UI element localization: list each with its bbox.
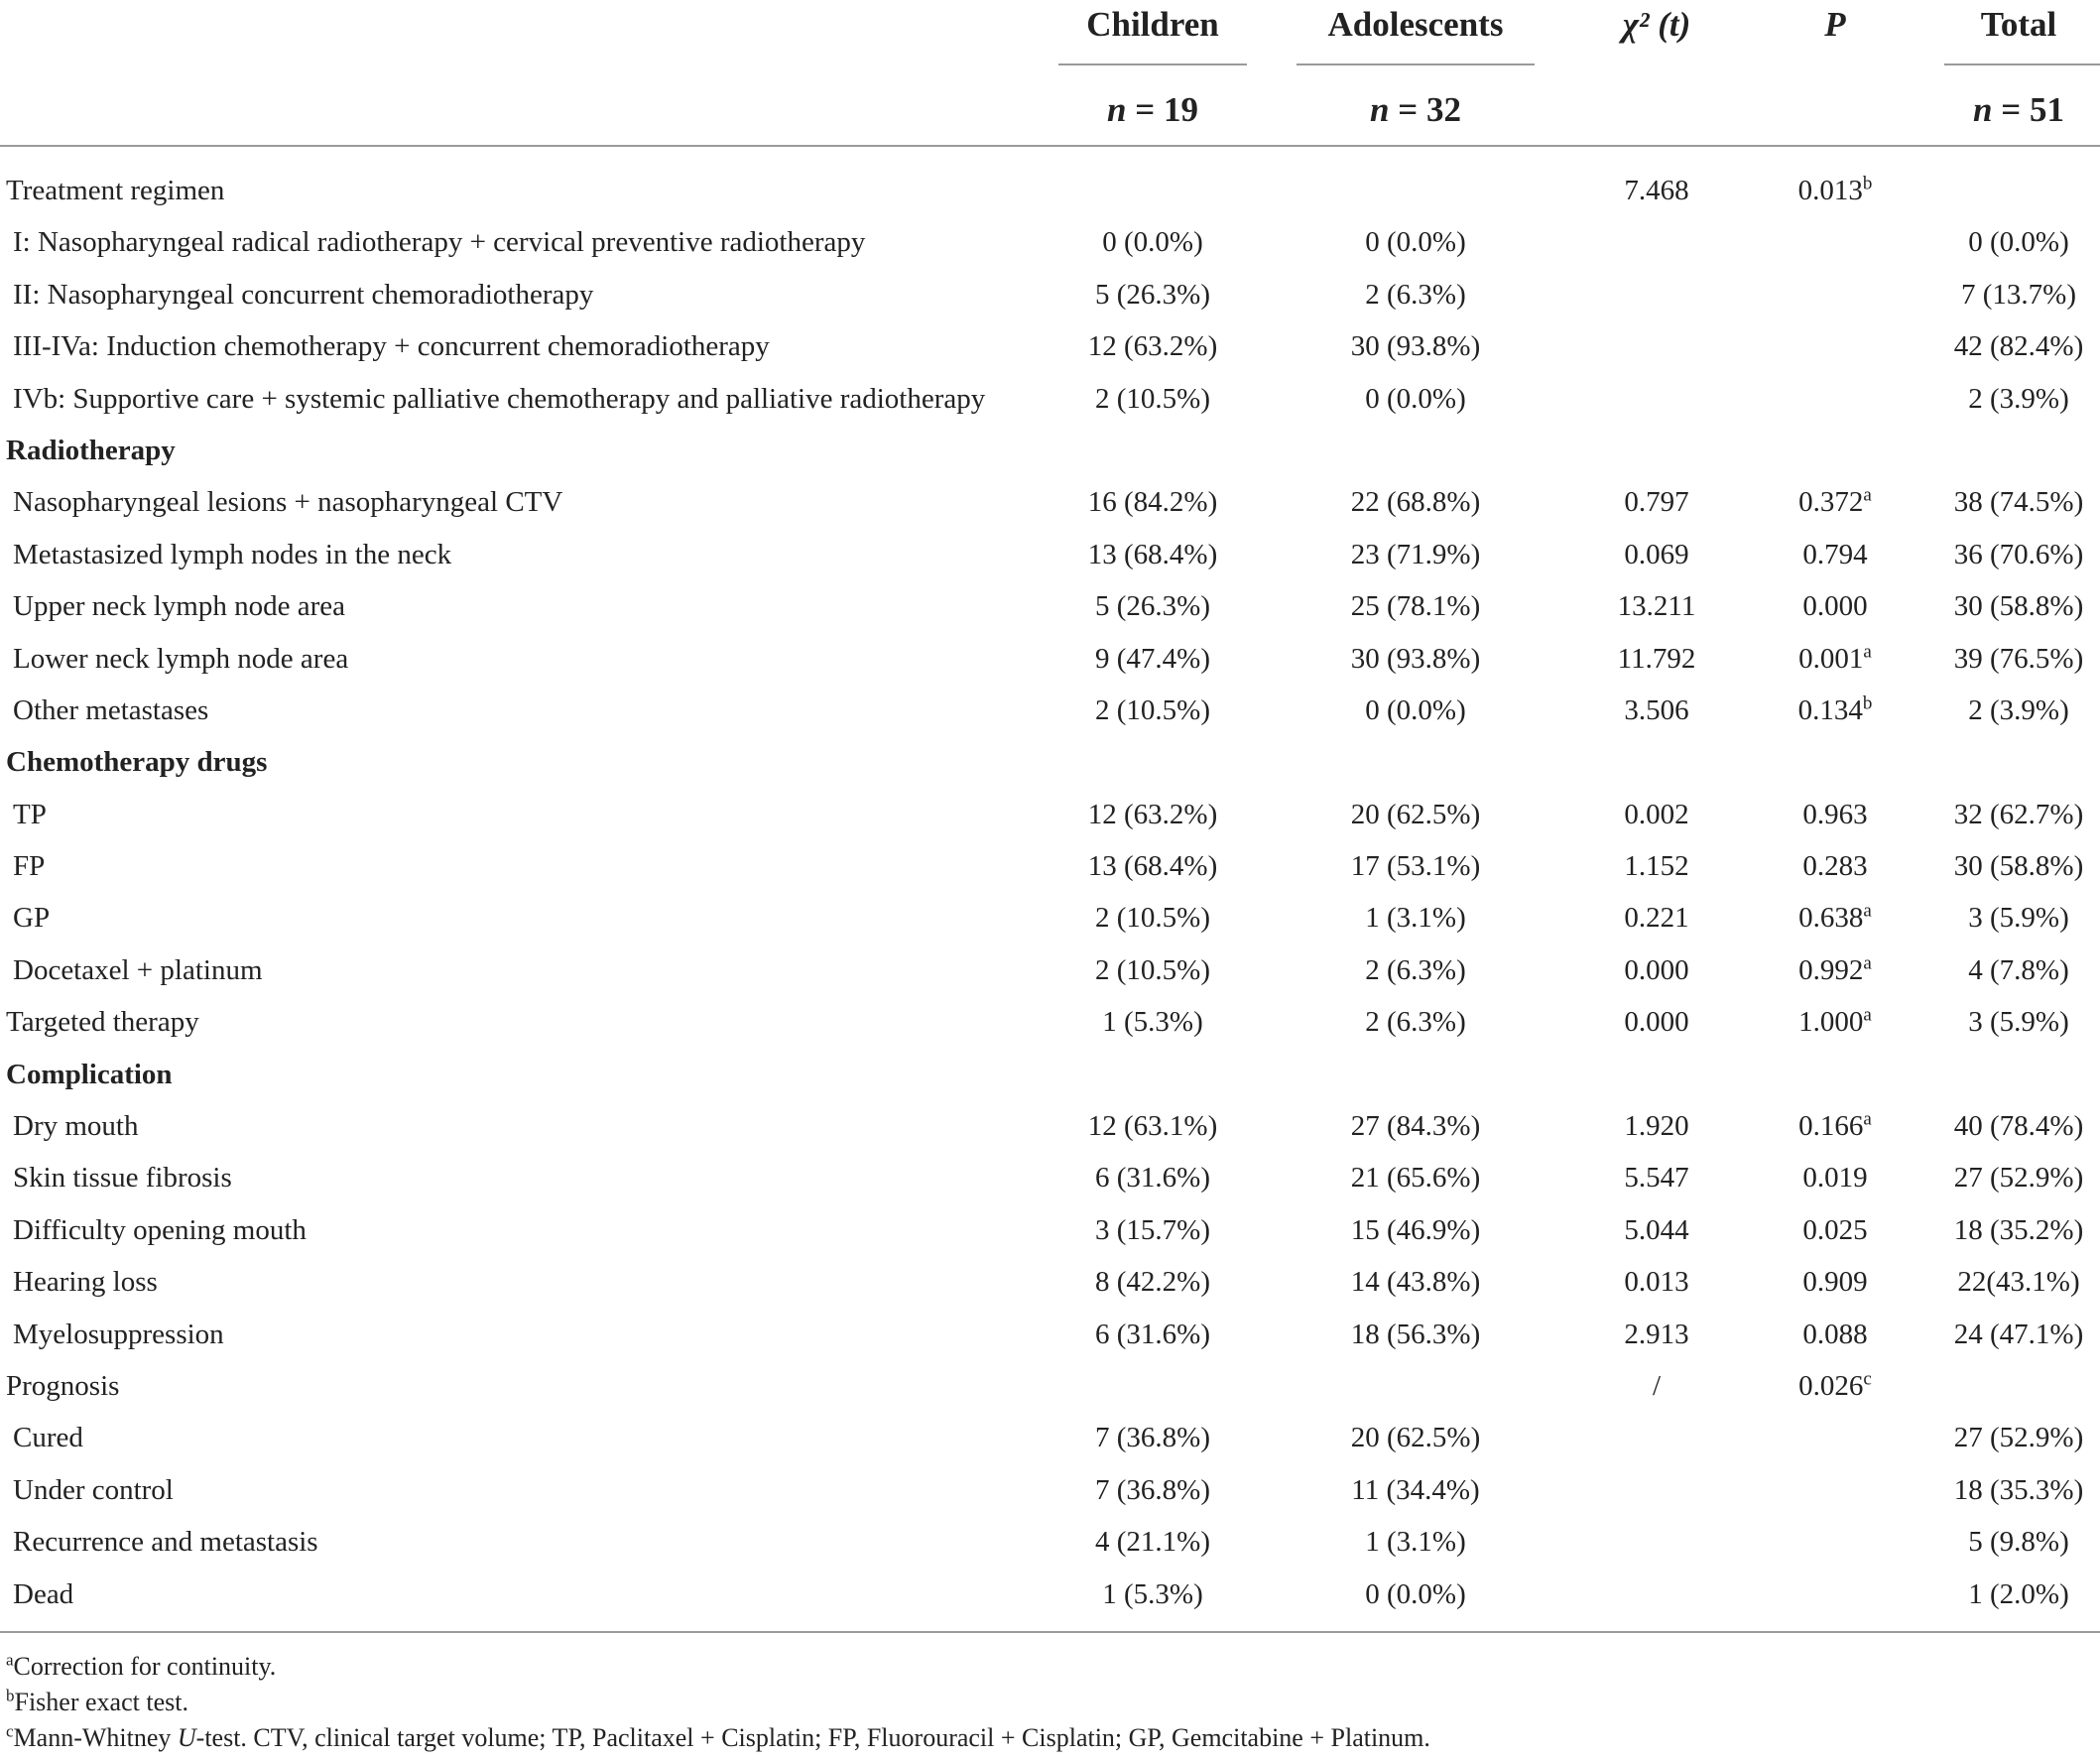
cell-children: 9 (47.4%) [1095, 642, 1210, 675]
cell-adolescents: 2 (6.3%) [1365, 1006, 1466, 1039]
table-bottom-rule [0, 1631, 2100, 1633]
table-row [0, 944, 2100, 996]
cell-children: 1 (5.3%) [1102, 1577, 1203, 1610]
cell-adolescents: 2 (6.3%) [1365, 278, 1466, 311]
footnote-marker: b [1862, 173, 1873, 194]
row-label: Chemotherapy drugs [6, 746, 268, 779]
table-row [0, 840, 2100, 892]
table-row [0, 425, 2100, 476]
cell-chi-square: 0.797 [1624, 486, 1689, 519]
cell-p-value: 0.909 [1802, 1266, 1868, 1299]
footnote-marker: a [1863, 900, 1872, 922]
cell-chi-square: 0.013 [1624, 1266, 1689, 1299]
table-row [0, 1100, 2100, 1152]
cell-total: 4 (7.8%) [1968, 953, 2069, 986]
row-label: Cured [13, 1422, 83, 1454]
table-row [0, 736, 2100, 788]
cell-adolescents: 23 (71.9%) [1350, 538, 1481, 570]
table-row [0, 685, 2100, 736]
cell-p-value: 0.283 [1802, 850, 1868, 883]
header-bottom-rule [0, 145, 2100, 147]
cell-p-value: 1.000$^a$ [1798, 1004, 1872, 1039]
cell-total: 36 (70.6%) [1953, 538, 2084, 570]
header-p-value: P [1824, 5, 1846, 44]
footnote-marker: a [1863, 640, 1872, 662]
cell-children: 2 (10.5%) [1095, 693, 1210, 726]
cell-total: 24 (47.1%) [1953, 1318, 2084, 1350]
table-row [0, 1256, 2100, 1308]
cell-total: 27 (52.9%) [1953, 1422, 2084, 1454]
cell-children: 2 (10.5%) [1095, 902, 1210, 935]
cell-adolescents: 1 (3.1%) [1365, 1526, 1466, 1559]
cell-children: 2 (10.5%) [1095, 382, 1210, 415]
cell-children: 13 (68.4%) [1087, 538, 1218, 570]
table-row [0, 1412, 2100, 1463]
cell-chi-square: 0.221 [1624, 902, 1689, 935]
cell-chi-square: / [1652, 1369, 1662, 1402]
cell-children: 8 (42.2%) [1095, 1266, 1210, 1299]
row-label: III-IVa: Induction chemotherapy + concurrent chemoradiotherapy [13, 330, 770, 363]
cell-adolescents: 11 (34.4%) [1351, 1473, 1480, 1506]
footnote-marker: c [1863, 1368, 1872, 1390]
cell-total: 18 (35.2%) [1953, 1213, 2084, 1246]
footnote-marker: a [1863, 1108, 1872, 1130]
cell-children: 12 (63.2%) [1087, 798, 1218, 830]
cell-p-value: 0.372$^a$ [1798, 484, 1872, 519]
cell-total: 39 (76.5%) [1953, 642, 2084, 675]
table-row [0, 165, 2100, 216]
header-rule-children [1058, 63, 1247, 65]
cell-children: 16 (84.2%) [1087, 486, 1218, 519]
table-row [0, 1569, 2100, 1620]
table-row [0, 1360, 2100, 1412]
cell-total: 0 (0.0%) [1968, 226, 2069, 259]
cell-p-value: 0.001$^a$ [1798, 640, 1872, 675]
row-label: Prognosis [6, 1369, 120, 1402]
cell-children: 0 (0.0%) [1102, 226, 1203, 259]
n-children: n = 19 [1107, 90, 1198, 129]
cell-total: 30 (58.8%) [1953, 850, 2084, 883]
row-label: Other metastases [13, 693, 209, 726]
row-label: Metastasized lymph nodes in the neck [13, 538, 452, 570]
footnote-marker: a [1863, 484, 1872, 506]
cell-chi-square: 1.920 [1624, 1110, 1689, 1143]
row-label: Complication [6, 1058, 173, 1090]
cell-adolescents: 30 (93.8%) [1350, 642, 1481, 675]
footnote-c: $^c$Mann-Whitney U-test. CTV, clinical target volume; TP, Paclitaxel + Cisplatin; FP, Fluorouracil + Cisplatin; GP, Gemcitabine + Platinum. [6, 1721, 1430, 1752]
row-label: Myelosuppression [13, 1318, 224, 1350]
header-rule-adolescents [1297, 63, 1535, 65]
cell-total: 22(43.1%) [1957, 1266, 2080, 1299]
footnote-a: $^a$Correction for continuity. [6, 1650, 277, 1681]
cell-adolescents: 15 (46.9%) [1350, 1213, 1481, 1246]
cell-p-value: 0.000 [1802, 590, 1868, 623]
row-label: Dry mouth [13, 1110, 139, 1143]
cell-total: 40 (78.4%) [1953, 1110, 2084, 1143]
cell-children: 5 (26.3%) [1095, 590, 1210, 623]
table-row [0, 1464, 2100, 1516]
cell-adolescents: 30 (93.8%) [1350, 330, 1481, 363]
footnote-marker: b [1862, 692, 1873, 714]
row-label: Hearing loss [13, 1266, 158, 1299]
table-row [0, 373, 2100, 425]
row-label: Skin tissue fibrosis [13, 1162, 232, 1194]
cell-chi-square: 3.506 [1624, 693, 1689, 726]
header-adolescents: Adolescents [1327, 5, 1504, 44]
table-row [0, 892, 2100, 943]
header-children: Children [1086, 5, 1219, 44]
cell-chi-square: 1.152 [1624, 850, 1689, 883]
cell-p-value: 0.963 [1802, 798, 1868, 830]
table-row [0, 269, 2100, 320]
cell-total: 42 (82.4%) [1953, 330, 2084, 363]
cell-chi-square: 2.913 [1624, 1318, 1689, 1350]
row-label: Targeted therapy [6, 1006, 199, 1039]
cell-p-value: 0.134$^b$ [1797, 692, 1873, 726]
cell-chi-square: 0.000 [1624, 953, 1689, 986]
cell-total: 2 (3.9%) [1968, 693, 2069, 726]
cell-p-value: 0.026$^c$ [1798, 1368, 1872, 1402]
cell-chi-square: 0.002 [1624, 798, 1689, 830]
cell-adolescents: 18 (56.3%) [1350, 1318, 1481, 1350]
cell-adolescents: 0 (0.0%) [1365, 382, 1466, 415]
header-chi-square: χ² (t) [1622, 5, 1691, 44]
cell-total: 3 (5.9%) [1968, 1006, 2069, 1039]
cell-chi-square: 0.069 [1624, 538, 1689, 570]
cell-children: 7 (36.8%) [1095, 1473, 1210, 1506]
cell-total: 2 (3.9%) [1968, 382, 2069, 415]
cell-p-value: 0.992$^a$ [1798, 952, 1872, 986]
row-label: Radiotherapy [6, 434, 176, 466]
cell-adolescents: 0 (0.0%) [1365, 1577, 1466, 1610]
cell-adolescents: 0 (0.0%) [1365, 693, 1466, 726]
cell-adolescents: 17 (53.1%) [1350, 850, 1481, 883]
row-label: Lower neck lymph node area [13, 642, 349, 675]
row-label: Dead [13, 1577, 74, 1610]
cell-adolescents: 2 (6.3%) [1365, 953, 1466, 986]
cell-total: 32 (62.7%) [1953, 798, 2084, 830]
table-row [0, 216, 2100, 268]
row-label: Difficulty opening mouth [13, 1213, 307, 1246]
cell-total: 38 (74.5%) [1953, 486, 2084, 519]
cell-total: 7 (13.7%) [1961, 278, 2076, 311]
cell-chi-square: 5.547 [1624, 1162, 1689, 1194]
table-row [0, 633, 2100, 685]
cell-total: 3 (5.9%) [1968, 902, 2069, 935]
cell-adolescents: 27 (84.3%) [1350, 1110, 1481, 1143]
cell-total: 18 (35.3%) [1953, 1473, 2084, 1506]
row-label: GP [13, 902, 51, 935]
row-label: TP [13, 798, 47, 830]
cell-children: 6 (31.6%) [1095, 1318, 1210, 1350]
cell-adolescents: 1 (3.1%) [1365, 902, 1466, 935]
cell-children: 5 (26.3%) [1095, 278, 1210, 311]
row-label: Treatment regimen [6, 175, 225, 206]
cell-p-value: 0.794 [1802, 538, 1868, 570]
cell-chi-square: 0.000 [1624, 1006, 1689, 1039]
cell-p-value: 0.013$^b$ [1797, 173, 1873, 206]
table-body [0, 165, 2100, 1620]
cell-total: 5 (9.8%) [1968, 1526, 2069, 1559]
footnote-marker: a [1863, 1004, 1872, 1026]
cell-p-value: 0.638$^a$ [1798, 900, 1872, 935]
cell-children: 4 (21.1%) [1095, 1526, 1210, 1559]
cell-p-value: 0.019 [1802, 1162, 1868, 1194]
cell-adolescents: 0 (0.0%) [1365, 226, 1466, 259]
cell-chi-square: 5.044 [1624, 1213, 1689, 1246]
table-row [0, 996, 2100, 1048]
cell-adolescents: 21 (65.6%) [1350, 1162, 1481, 1194]
table-row [0, 1204, 2100, 1256]
n-total: n = 51 [1973, 90, 2064, 129]
row-label: Upper neck lymph node area [13, 590, 345, 623]
footnote-b: $^b$Fisher exact test. [6, 1686, 188, 1716]
table-row [0, 789, 2100, 840]
table-row [0, 320, 2100, 372]
row-label: Nasopharyngeal lesions + nasopharyngeal CTV [13, 486, 563, 519]
cell-adolescents: 25 (78.1%) [1350, 590, 1481, 623]
cell-chi-square: 13.211 [1617, 590, 1696, 623]
row-label: FP [13, 850, 46, 883]
cell-children: 12 (63.2%) [1087, 330, 1218, 363]
cell-p-value: 0.166$^a$ [1798, 1108, 1872, 1143]
cell-p-value: 0.088 [1802, 1318, 1868, 1350]
cell-children: 13 (68.4%) [1087, 850, 1218, 883]
cell-children: 6 (31.6%) [1095, 1162, 1210, 1194]
table-row [0, 1516, 2100, 1568]
cell-adolescents: 22 (68.8%) [1350, 486, 1481, 519]
footnote-marker: a [1863, 952, 1872, 974]
row-label: Docetaxel + platinum [13, 953, 263, 986]
header-total: Total [1980, 5, 2057, 44]
cell-children: 2 (10.5%) [1095, 953, 1210, 986]
row-label: Recurrence and metastasis [13, 1526, 318, 1559]
cell-total: 30 (58.8%) [1953, 590, 2084, 623]
row-label: IVb: Supportive care + systemic palliative chemotherapy and palliative radiotherapy [13, 382, 986, 415]
row-label: II: Nasopharyngeal concurrent chemoradiotherapy [13, 278, 594, 311]
row-label: I: Nasopharyngeal radical radiotherapy + cervical preventive radiotherapy [13, 226, 866, 259]
cell-chi-square: 7.468 [1624, 175, 1689, 206]
cell-children: 3 (15.7%) [1095, 1213, 1210, 1246]
header-rule-total [1944, 63, 2100, 65]
n-adolescents: n = 32 [1370, 90, 1461, 129]
table-row [0, 1152, 2100, 1203]
cell-p-value: 0.025 [1802, 1213, 1868, 1246]
cell-adolescents: 14 (43.8%) [1350, 1266, 1481, 1299]
cell-children: 12 (63.1%) [1087, 1110, 1218, 1143]
table-row [0, 580, 2100, 632]
cell-chi-square: 11.792 [1617, 642, 1696, 675]
cell-adolescents: 20 (62.5%) [1350, 1422, 1481, 1454]
table-row [0, 1049, 2100, 1100]
cell-children: 1 (5.3%) [1102, 1006, 1203, 1039]
table-row [0, 529, 2100, 580]
row-label: Under control [13, 1473, 174, 1506]
cell-adolescents: 20 (62.5%) [1350, 798, 1481, 830]
cell-children: 7 (36.8%) [1095, 1422, 1210, 1454]
cell-total: 27 (52.9%) [1953, 1162, 2084, 1194]
cell-total: 1 (2.0%) [1968, 1577, 2069, 1610]
table-row [0, 1309, 2100, 1360]
table-row [0, 476, 2100, 528]
